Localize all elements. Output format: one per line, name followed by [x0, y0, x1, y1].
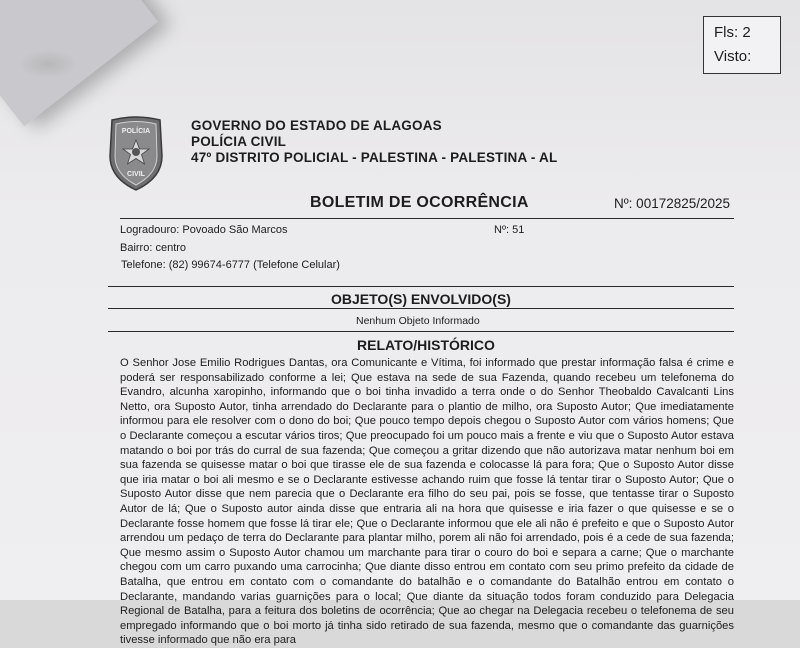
divider-relato-top [108, 331, 734, 332]
divider-title [120, 218, 734, 219]
header-police: POLÍCIA CIVIL [191, 134, 287, 149]
divider-objetos-top [108, 286, 734, 287]
logradouro-field: Logradouro: Povoado São Marcos [120, 224, 288, 236]
boletim-number: Nº: 00172825/2025 [614, 196, 731, 211]
fls-label: Fls: 2 [714, 24, 751, 41]
police-badge-icon [106, 116, 166, 192]
boletim-title: BOLETIM DE OCORRÊNCIA [310, 194, 529, 211]
objetos-section-title: OBJETO(S) ENVOLVIDO(S) [331, 291, 511, 307]
badge-top-text: POLÍCIA [121, 128, 151, 135]
relato-section-title: RELATO/HISTÓRICO [357, 337, 495, 353]
numero-field: Nº: 51 [494, 224, 525, 236]
institution-header [191, 118, 557, 166]
telefone-field: Telefone: (82) 99674-6777 (Telefone Celular) [121, 259, 340, 271]
header-government: GOVERNO DO ESTADO DE ALAGOAS [191, 118, 442, 133]
divider-objetos-bottom [108, 308, 734, 309]
bairro-field: Bairro: centro [120, 242, 187, 254]
header-district: 47º DISTRITO POLICIAL - PALESTINA - PALESTINA - AL [191, 150, 558, 165]
relato-text: O Senhor Jose Emilio Rodrigues Dantas, ora Comunicante e Vítima, foi informado que prestar informação falsa é crime e poderá ser responsabilizado conforme a lei; Que estava na sede de sua Fazenda, quando recebeu um telefonema do Evandro, alcunha xaropinho, informando que o boi tinha invadido a terra onde o do Senhor Theobaldo Cavalcanti Lins Netto, ora Suposto Autor, tinha arrendado do Declarante para o plantio de milho, ora Suposto Autor; Que imediatamente informou para ele resolver com o dono do boi; Que pouco tempo depois chegou o Suposto Autor com vários homens; Que o Declarante começou a escutar vários tiros; Que preocupado foi um pouco mais a frente e viu que o Suposto Autor estava matando o boi por trás do curral de sua fazenda; Que começou a gritar dizendo que não autorizava matar nenhum boi em sua fazenda se quisesse matar o boi que tirasse ele de sua fazenda e colocasse lá para fora; Que o Suposto Autor disse que iria matar o boi ali mesmo e se o Declarante estivesse achando ruim que fosse lá tentar tirar o Suposto Autor; Que o Suposto Autor disse que nem parecia que o Declarante era filho do seu pai, pois se fosse, que tentasse tirar o Suposto Autor de lá; Que o Suposto autor ainda disse que entraria ali na hora que quisesse e iria fazer o que quisesse e se o Declarante fosse homem que fosse lá tirar ele; Que o Declarante informou que ele ali não é prefeito e que o Suposto Autor arrendou um pedaço de terra do Declarante para plantar milho, porem ali não foi arrendado, pois é a cede de sua fazenda; Que mesmo assim o Suposto Autor chamou um marchante para tirar o couro do boi e separa a carne; Que o marchante chegou com um carro puxando uma carrocinha; Que diante disso entrou em contato com seu primo prefeito da cidade de Batalha, que entrou em contato com o comandante do batalhão e o comandante do Batalhão entrou em contato o Declarante, mandando varias guarnições para o local; Que diante da situação todos foram conduzido para Delegacia Regional de Batalha, para a feitura dos boletins de ocorrência; Que ao chegar na Delegacia recebeu o telefonema de seu empregado informando que o boi morto já tinha sido retirado de sua fazenda, mesmo que o comandante das guarnições tivesse informado que não era para [120, 357, 734, 647]
visto-label: Visto: [714, 48, 752, 65]
folio-stamp-box [703, 16, 781, 74]
paper-stain [18, 50, 78, 78]
objetos-value: Nenhum Objeto Informado [356, 315, 480, 327]
badge-bottom-text: CIVIL [127, 171, 145, 178]
